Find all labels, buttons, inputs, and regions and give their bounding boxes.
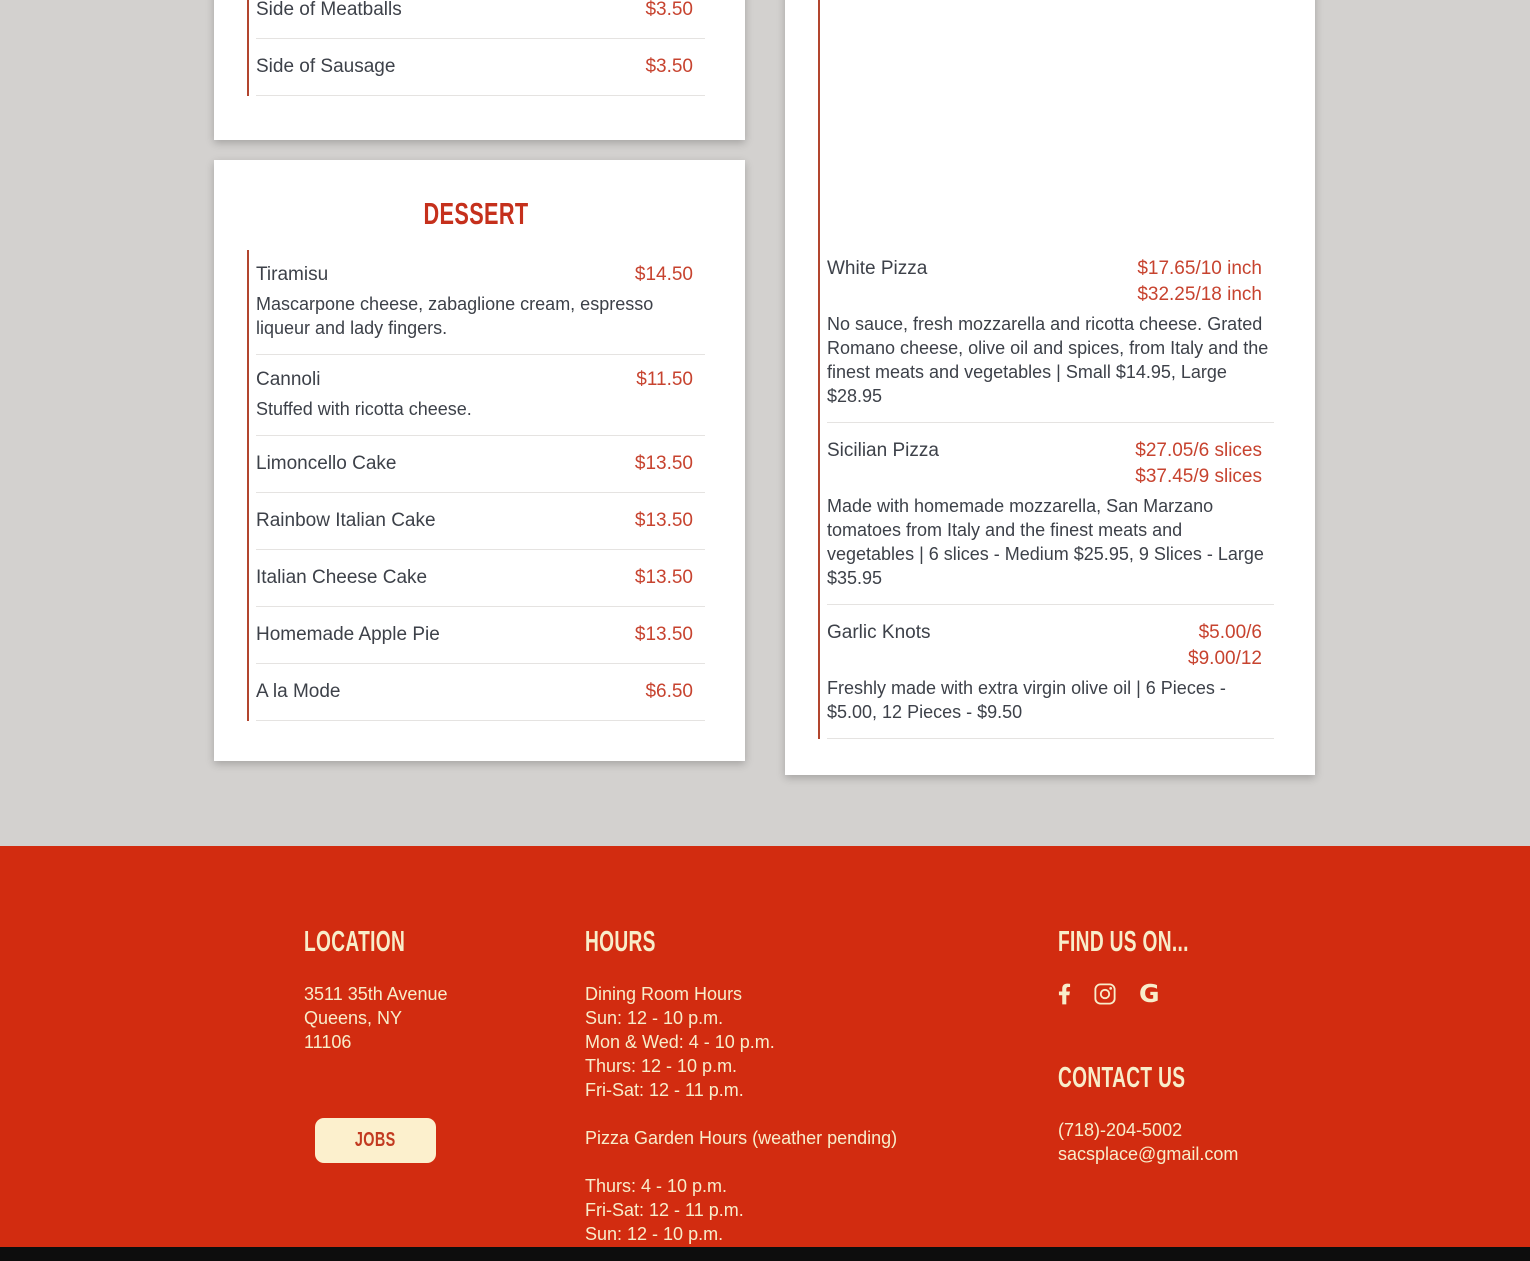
price-line: $27.05/6 slices: [1135, 440, 1262, 461]
location-heading: LOCATION: [304, 926, 406, 958]
item-name: Cannoli: [256, 369, 321, 390]
item-price: [1137, 256, 1262, 308]
menu-item: [256, 250, 705, 355]
address: [304, 982, 574, 1054]
price-line: $37.45/9 slices: [1135, 466, 1262, 487]
card-spacer: [820, 0, 1274, 241]
site-footer: [0, 846, 1530, 1247]
menu-item: [827, 423, 1274, 605]
address-line: Queens, NY: [304, 1008, 403, 1028]
menu-item: [256, 0, 705, 39]
item-description: Freshly made with extra virgin olive oil | 6 Pieces - $5.00, 12 Pieces - $9.50: [827, 678, 1226, 722]
menu-item: [827, 241, 1274, 423]
item-name: Homemade Apple Pie: [256, 624, 440, 645]
pizza-garden-hours-title: Pizza Garden Hours (weather pending): [585, 1128, 898, 1148]
jobs-button-label: JOBS: [355, 1129, 396, 1151]
dining-room-hours: [585, 982, 1025, 1102]
hours-line: Sun: 12 - 10 p.m.: [585, 1224, 724, 1244]
menu-item: [256, 39, 705, 96]
price-line: $32.25/18 inch: [1137, 284, 1262, 305]
item-name: Italian Cheese Cake: [256, 567, 428, 588]
facebook-icon[interactable]: [1058, 983, 1071, 1005]
bottom-black-bar: [0, 1247, 1530, 1261]
menu-item: [827, 605, 1274, 739]
item-description: Made with homemade mozzarella, San Marzano tomatoes from Italy and the finest meats and vegetables | 6 slices - Medium $25.95, 9 Slices - Large $35.95: [827, 496, 1264, 588]
contact-info: [1058, 1118, 1338, 1166]
item-name: Limoncello Cake: [256, 453, 397, 474]
sides-list: [247, 0, 705, 96]
dessert-list: [247, 250, 705, 721]
menu-item: [256, 436, 705, 493]
item-price: $13.50: [634, 624, 693, 645]
price-line: $17.65/10 inch: [1137, 258, 1262, 279]
item-name: Side of Meatballs: [256, 0, 402, 20]
price-line: $5.00/6: [1198, 622, 1262, 643]
item-price: $13.50: [634, 453, 693, 474]
item-name: A la Mode: [256, 681, 341, 702]
menu-item: [256, 550, 705, 607]
item-price: $3.50: [645, 56, 693, 77]
item-name: Rainbow Italian Cake: [256, 510, 436, 531]
google-icon[interactable]: G: [1139, 979, 1160, 1008]
contact-heading: CONTACT US: [1058, 1062, 1186, 1094]
menu-card-dessert: [214, 160, 745, 761]
hours-line: Thurs: 12 - 10 p.m.: [585, 1056, 738, 1076]
menu-card-sides: [214, 0, 745, 140]
social-icons-row: [1058, 979, 1338, 1008]
hours-line: Dining Room Hours: [585, 984, 743, 1004]
phone-number[interactable]: (718)-204-5002: [1058, 1120, 1183, 1140]
hours-line: Thurs: 4 - 10 p.m.: [585, 1176, 728, 1196]
pizza-list: [818, 0, 1274, 739]
item-description: Stuffed with ricotta cheese.: [256, 399, 472, 419]
item-price: [1135, 438, 1262, 490]
find-us-heading: FIND US ON...: [1058, 926, 1189, 958]
footer-social-contact-column: [1058, 926, 1338, 1166]
item-price: [1188, 620, 1262, 672]
item-price: $13.50: [634, 567, 693, 588]
footer-location-column: [304, 926, 574, 1151]
menu-item: [256, 493, 705, 550]
item-name: Tiramisu: [256, 264, 329, 285]
jobs-button[interactable]: [315, 1118, 436, 1163]
address-line: 3511 35th Avenue: [304, 984, 448, 1004]
item-price: $14.50: [634, 264, 693, 285]
item-description: No sauce, fresh mozzarella and ricotta cheese. Grated Romano cheese, olive oil and spices, from Italy and the finest meats and vegetables | Small $14.95, Large $28.95: [827, 314, 1269, 406]
dessert-section-title: DESSERT: [423, 196, 529, 231]
email-address[interactable]: sacsplace@gmail.com: [1058, 1144, 1239, 1164]
item-name: White Pizza: [827, 258, 928, 279]
item-price: $13.50: [634, 510, 693, 531]
menu-card-pizza: [785, 0, 1315, 775]
hours-heading: HOURS: [585, 926, 656, 958]
spacer: [585, 1150, 1025, 1174]
item-price: $6.50: [645, 681, 693, 702]
instagram-icon[interactable]: [1094, 983, 1116, 1005]
menu-item: [256, 607, 705, 664]
hours-line: Fri-Sat: 12 - 11 p.m.: [585, 1080, 744, 1100]
menu-item: [256, 664, 705, 721]
hours-line: Sun: 12 - 10 p.m.: [585, 1008, 724, 1028]
item-name: Garlic Knots: [827, 622, 931, 643]
menu-item: [256, 355, 705, 436]
pizza-garden-hours: [585, 1174, 1025, 1246]
item-price: $11.50: [636, 369, 693, 390]
price-line: $9.00/12: [1188, 648, 1262, 669]
hours-line: Mon & Wed: 4 - 10 p.m.: [585, 1032, 775, 1052]
hours-line: Fri-Sat: 12 - 11 p.m.: [585, 1200, 744, 1220]
footer-hours-column: [585, 926, 1025, 1246]
item-name: Sicilian Pizza: [827, 440, 939, 461]
item-description: Mascarpone cheese, zabaglione cream, espresso liqueur and lady fingers.: [256, 294, 654, 338]
item-price: $3.50: [645, 0, 693, 20]
item-name: Side of Sausage: [256, 56, 396, 77]
address-line: 11106: [304, 1032, 352, 1052]
